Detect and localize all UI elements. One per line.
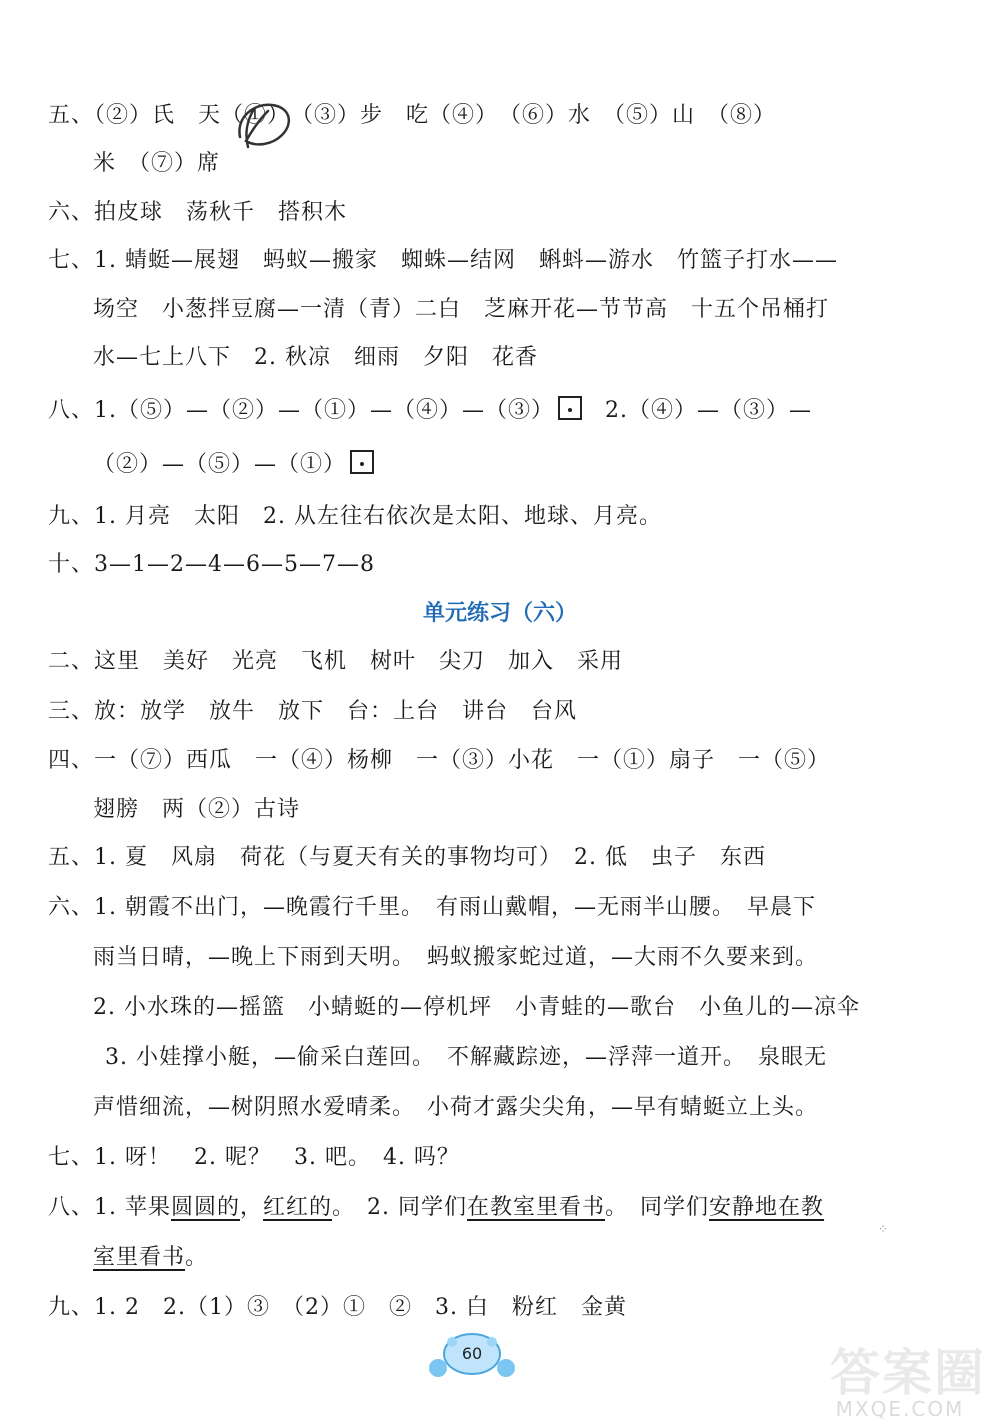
- underlined-answer: 在教室里看书: [467, 1195, 606, 1220]
- answer-line: [93, 1243, 208, 1273]
- page-number-badge: [422, 1330, 522, 1380]
- answer-line: 十、3—1—2—4—6—5—7—8: [48, 552, 375, 577]
- pen-scribble-mark: [232, 97, 298, 159]
- answer-line: 声惜细流，—树阴照水爱晴柔。 小荷才露尖尖角，—早有蜻蜓立上头。: [93, 1095, 819, 1120]
- answer-line: 3. 小娃撑小艇，—偷采白莲回。 不解藏踪迹，—浮萍一道开。 泉眼无: [105, 1045, 827, 1070]
- answer-text: 八、1. 苹果: [48, 1195, 171, 1220]
- answer-text: ，: [240, 1195, 264, 1220]
- answer-line: 四、一（⑦）西瓜 一（④）杨柳 一（③）小花 一（①）扇子 一（⑤）: [48, 748, 831, 773]
- answer-line: 二、这里 美好 光亮 飞机 树叶 尖刀 加入 采用: [48, 649, 624, 674]
- answer-line: [48, 396, 812, 426]
- answer-line: 九、1. 月亮 太阳 2. 从左往右依次是太阳、地球、月亮。: [48, 504, 662, 529]
- answer-line: 水—七上八下 2. 秋凉 细雨 夕阳 花香: [93, 345, 538, 370]
- answer-text: 。 同学们: [605, 1195, 710, 1220]
- answer-line: 米 （⑦）席: [93, 151, 221, 176]
- answer-line: [93, 450, 374, 480]
- underlined-answer: 安静地在教: [709, 1195, 825, 1220]
- answer-line: 七、1. 呀！ 2. 呢？ 3. 吧。 4. 吗？: [48, 1145, 460, 1170]
- answer-line: [48, 1193, 824, 1223]
- answer-line: 场空 小葱拌豆腐—一清（青）二白 芝麻开花—节节高 十五个吊桶打: [93, 297, 830, 322]
- answer-line: 七、1. 蜻蜓—展翅 蚂蚁—搬家 蜘蛛—结网 蝌蚪—游水 竹篮子打水——: [48, 248, 838, 273]
- answer-line: 雨当日晴，—晚上下雨到天明。 蚂蚁搬家蛇过道，—大雨不久要来到。: [93, 945, 819, 970]
- period-box-icon: [350, 450, 374, 474]
- answer-text: 。: [185, 1245, 209, 1270]
- watermark-url: MXQE.COM: [835, 1397, 965, 1421]
- answer-line: 六、1. 朝霞不出门，—晚霞行千里。 有雨山戴帽，—无雨半山腰。 早晨下: [48, 895, 816, 920]
- period-box-icon: [558, 396, 582, 420]
- answer-line: 三、放：放学 放牛 放下 台：上台 讲台 台风: [48, 699, 578, 724]
- answer-line: 五、（②）氏 天（①） （③）步 吃（④） （⑥）水 （⑤）山 （⑧）: [48, 103, 777, 128]
- answer-text: 2.（④）—（③）—: [582, 398, 812, 423]
- answer-text: 八、1.（⑤）—（②）—（①）—（④）—（③）: [48, 398, 554, 423]
- section-title: 单元练习（六）: [422, 600, 577, 626]
- answer-line: 六、拍皮球 荡秋千 搭积木: [48, 200, 348, 225]
- answer-line: 2. 小水珠的—摇篮 小蜻蜓的—停机坪 小青蛙的—歌台 小鱼儿的—凉伞: [93, 995, 860, 1020]
- underlined-answer: 室里看书: [93, 1245, 186, 1270]
- underlined-answer: 圆圆的: [170, 1195, 240, 1220]
- answer-text: （②）—（⑤）—（①）: [93, 452, 347, 477]
- answer-line: 翅膀 两（②）古诗: [93, 797, 301, 822]
- page-number: 60: [461, 1344, 483, 1363]
- watermark-logo: 答案圈: [830, 1344, 986, 1402]
- underlined-answer: 红红的: [263, 1195, 333, 1220]
- scan-dots-mark: ⁘: [878, 1222, 889, 1236]
- watermark: [810, 1325, 990, 1425]
- answer-line: 九、1. 2 2.（1）③ （2）① ② 3. 白 粉红 金黄: [48, 1295, 627, 1320]
- answer-line: 五、1. 夏 风扇 荷花（与夏天有关的事物均可） 2. 低 虫子 东西: [48, 845, 766, 870]
- answer-text: 。 2. 同学们: [332, 1195, 468, 1220]
